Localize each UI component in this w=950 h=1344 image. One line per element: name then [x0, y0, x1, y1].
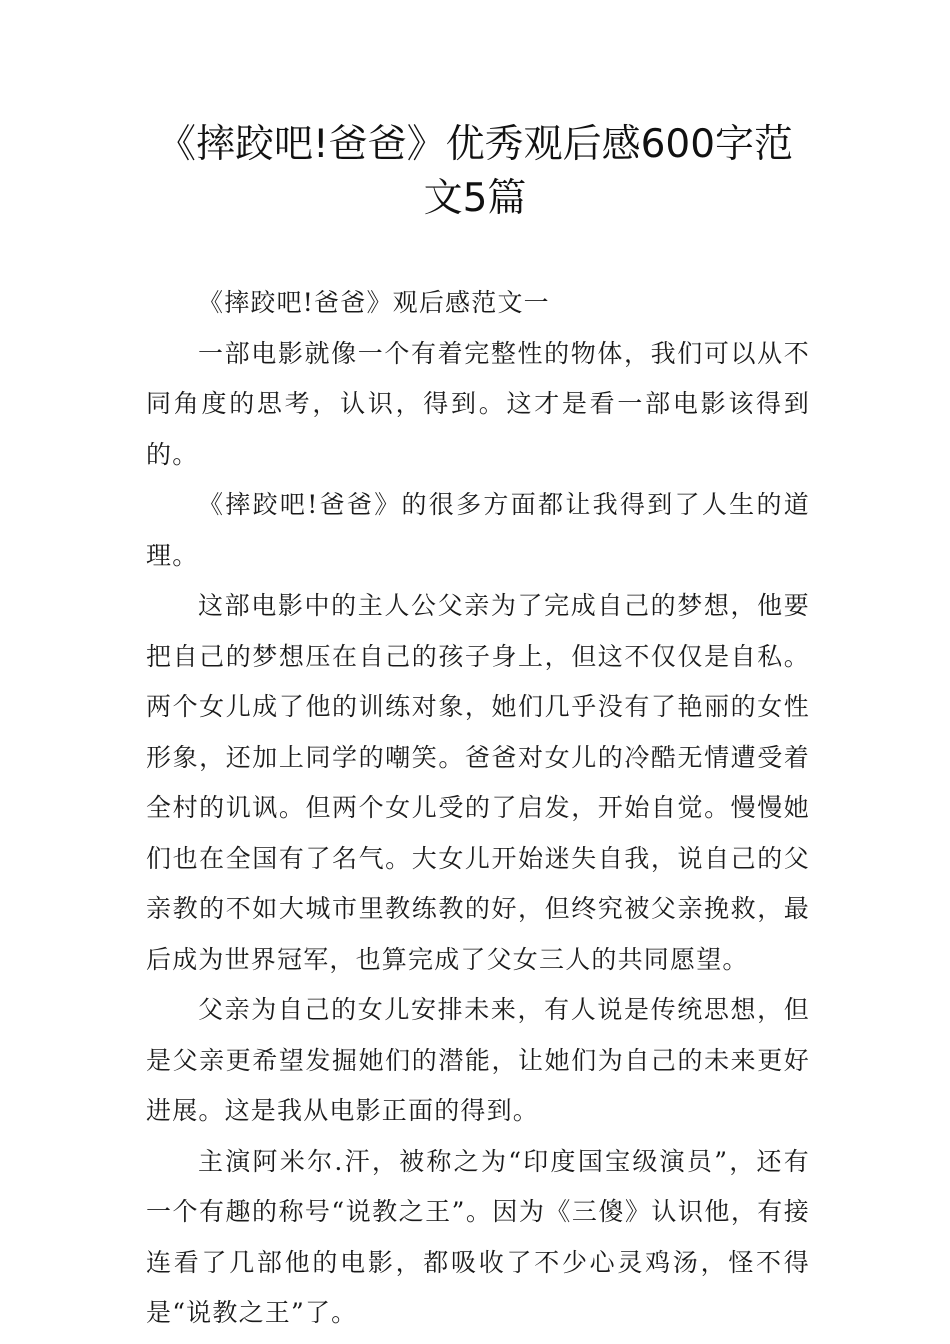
- section-heading: 《摔跤吧!爸爸》观后感范文一: [198, 288, 550, 317]
- paragraph: 这部电影中的主人公父亲为了完成自己的梦想，他要把自己的梦想压在自己的孩子身上，但这不仅仅是自私。两个女儿成了他的训练对象，她们几乎没有了艳丽的女性形象，还加上同学的嘲笑。爸爸对女儿的冷酷无情遭受着全村的讥讽。但两个女儿受的了启发，开始自觉。慢慢她们也在全国有了名气。大女儿开始迷失自我，说自己的父亲教的不如大城市里教练教的好，但终究被父亲挽救，最后成为世界冠军，也算完成了父女三人的共同愿望。: [146, 591, 810, 974]
- paragraph: 父亲为自己的女儿安排未来，有人说是传统思想，但是父亲更希望发掘她们的潜能，让她们为自己的未来更好进展。这是我从电影正面的得到。: [146, 995, 810, 1125]
- paragraph: 《摔跤吧!爸爸》的很多方面都让我得到了人生的道理。: [146, 490, 810, 570]
- document-body: [146, 278, 810, 1339]
- document-title: [120, 118, 830, 226]
- paragraph: 一部电影就像一个有着完整性的物体，我们可以从不同角度的思考，认识，得到。这才是看一部电影该得到的。: [146, 338, 810, 469]
- title-line-1: 《摔跤吧!爸爸》优秀观后感600字范: [156, 122, 794, 167]
- title-line-2: 文5篇: [423, 176, 527, 221]
- paragraph: 主演阿米尔.汗，被称之为“印度国宝级演员”，还有一个有趣的称号“说教之王”。因为《三傻》认识他，有接连看了几部他的电影，都吸收了不少心灵鸡汤，怪不得是“说教之王”了。: [146, 1146, 810, 1327]
